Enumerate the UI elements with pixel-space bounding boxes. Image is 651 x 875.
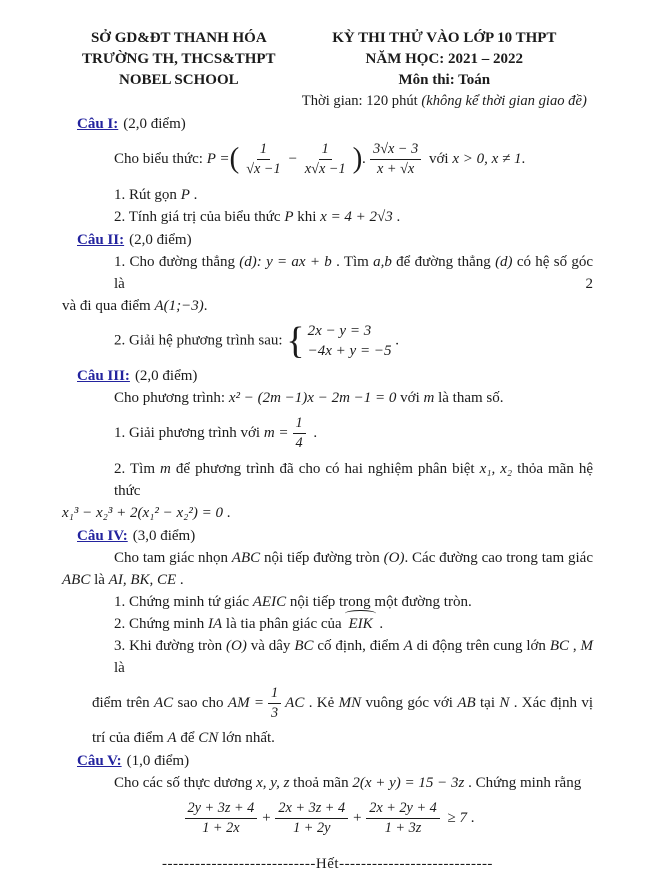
math-run: A xyxy=(167,730,177,747)
text-run: Cho các số thực dương xyxy=(114,775,257,792)
math-run: ABC xyxy=(62,571,91,588)
math-run: AC xyxy=(154,694,174,711)
text-run: . xyxy=(189,186,198,203)
text-run: 2. Giải hệ phương trình sau: xyxy=(114,332,287,349)
fraction-numerator: 1 xyxy=(293,415,306,434)
math-run: N xyxy=(499,694,510,711)
text-run: . xyxy=(392,208,401,225)
c4-item-1 xyxy=(62,591,593,613)
system-brace: { xyxy=(286,319,305,362)
fraction-numerator: 2y + 3z + 4 xyxy=(185,800,258,819)
fraction-denominator: 1 + 3z xyxy=(384,820,422,837)
math-run: 2(x + y) = 15 − 3z xyxy=(352,775,465,792)
math-run: a,b xyxy=(373,253,392,270)
section-points-5: (1,0 điểm) xyxy=(126,753,190,770)
math-run: MN xyxy=(338,694,362,711)
text-run: Cho biểu thức: xyxy=(114,150,207,167)
math-run: + xyxy=(261,810,272,827)
math-run: − xyxy=(287,150,298,167)
school-name: NOBEL SCHOOL xyxy=(119,72,239,88)
fraction-numerator: 3√x − 3 xyxy=(370,141,421,160)
duration-text: Thời gian: 120 phút xyxy=(301,93,422,109)
section-points-2: (2,0 điểm) xyxy=(129,231,192,248)
math-run: BC xyxy=(549,637,569,654)
department-name: SỞ GD&ĐT THANH HÓA xyxy=(90,30,267,46)
fraction xyxy=(293,415,306,452)
text-run: . xyxy=(176,571,184,588)
school-type: TRƯỜNG TH, THCS&THPT xyxy=(82,51,276,67)
text-run: . xyxy=(222,504,231,521)
text-run: nội tiếp trong một đường tròn. xyxy=(286,593,472,610)
text-run: cố định, điểm xyxy=(313,637,404,654)
math-run: (O) xyxy=(226,637,247,654)
text-run: trí của điểm xyxy=(92,730,168,747)
text-run: 1. Chứng minh tứ giác xyxy=(114,593,253,610)
text-run: 1. Giải phương trình với xyxy=(114,424,264,441)
math-run: + xyxy=(352,810,363,827)
text-run: để xyxy=(176,730,199,747)
text-run: là tham số. xyxy=(434,390,504,407)
text-run: 2. Tính giá trị của biểu thức xyxy=(114,208,285,225)
fraction-denominator: 1 + 2y xyxy=(293,820,331,837)
text-run: để đường thẳng xyxy=(391,253,496,270)
big-paren: ( xyxy=(229,142,240,175)
c4-intro-line-1 xyxy=(62,547,593,569)
system-equation: 2x − y = 3 xyxy=(307,322,372,339)
c5-inequality xyxy=(62,798,593,839)
math-run: AM = xyxy=(227,694,265,711)
math-run: ≥ 7 xyxy=(443,810,467,827)
fraction-denominator: 1 + 2x xyxy=(202,820,240,837)
c1-item-1 xyxy=(62,184,593,206)
math-run: P xyxy=(180,186,190,203)
c4-item-3-line-2 xyxy=(62,683,593,724)
text-run: sao cho xyxy=(173,694,228,711)
fraction-denominator: 4 xyxy=(295,434,303,451)
text-run: với xyxy=(396,390,424,407)
fraction-numerator: 1 xyxy=(268,685,281,704)
text-run: có hệ số góc là 2 xyxy=(114,253,594,292)
text-run: là xyxy=(114,659,125,676)
fraction-denominator: 3 xyxy=(271,704,279,721)
exam-duration xyxy=(296,91,593,112)
c2-item-1-line-2 xyxy=(62,295,593,317)
c4-intro-line-2 xyxy=(62,569,593,591)
c5-intro xyxy=(62,772,593,794)
text-run: nội tiếp đường tròn xyxy=(260,549,384,566)
fraction-numerator: 1 xyxy=(319,141,332,160)
c4-item-2 xyxy=(62,613,593,635)
end-of-exam-marker: ----------------------------Hết---------------------------- xyxy=(162,856,493,872)
fraction-numerator: 1 xyxy=(257,141,270,160)
section-label-5: Câu V: xyxy=(77,753,122,770)
text-run: . Xác định vị xyxy=(509,694,593,711)
math-run: A xyxy=(403,637,413,654)
text-run: khi xyxy=(293,208,321,225)
math-run: M xyxy=(580,637,593,654)
header-school-block xyxy=(62,28,296,112)
duration-note: (không kể thời gian giao đề) xyxy=(421,93,587,109)
fraction xyxy=(366,800,440,837)
text-run: . Chứng minh rằng xyxy=(464,775,582,792)
text-run: . Các đường cao trong tam giác xyxy=(404,549,593,566)
section-label-1: Câu I: xyxy=(77,116,119,132)
text-run: 3. Khi đường tròn xyxy=(114,637,227,654)
section-heading-3 xyxy=(77,365,593,387)
math-run: (d): y = ax + b xyxy=(239,253,332,270)
section-heading-1 xyxy=(77,113,593,135)
section-heading-2 xyxy=(77,229,593,251)
c4-item-3-line-1 xyxy=(62,635,593,679)
math-run: m xyxy=(423,390,435,407)
math-run: P xyxy=(284,208,294,225)
text-run: Cho phương trình: xyxy=(114,390,229,407)
math-run: (d) xyxy=(495,253,513,270)
text-run: vuông góc với xyxy=(361,694,458,711)
text-run: . xyxy=(466,810,475,827)
math-run: CN xyxy=(198,730,219,747)
text-run: . xyxy=(391,332,399,349)
system-rows xyxy=(308,321,392,362)
section-points-1: (2,0 điểm) xyxy=(123,116,186,132)
fraction-numerator: 2x + 3z + 4 xyxy=(275,800,348,819)
math-run: x² − (2m −1)x − 2m −1 = 0 xyxy=(228,390,397,407)
text-run: 2. Tìm xyxy=(114,460,161,477)
section-heading-4 xyxy=(77,525,593,547)
c3-item-1 xyxy=(62,413,593,454)
exam-title: KỲ THI THỬ VÀO LỚP 10 THPT xyxy=(332,30,557,46)
section-label-2: Câu II: xyxy=(77,231,125,248)
school-year: NĂM HỌC: 2021 – 2022 xyxy=(365,51,524,67)
c2-item-2 xyxy=(62,321,593,362)
fraction xyxy=(275,800,348,837)
text-run: là tia phân giác của xyxy=(222,615,346,632)
fraction xyxy=(185,800,258,837)
math-run: A(1;−3) xyxy=(154,297,204,314)
text-run: 2. Chứng minh xyxy=(114,615,208,632)
math-run: AC xyxy=(285,694,305,711)
fraction-denominator: x√x −1 xyxy=(304,160,346,177)
c2-item-1-line-1 xyxy=(62,251,593,295)
math-run: x, y, z xyxy=(256,775,290,792)
text-run: di động trên cung lớn xyxy=(412,637,550,654)
text-run: là xyxy=(90,571,109,588)
fraction-numerator: 2x + 2y + 4 xyxy=(366,800,440,819)
math-run: . xyxy=(362,150,367,167)
text-run: . xyxy=(521,150,526,167)
math-run: x = 4 + 2√3 xyxy=(320,208,393,225)
section-heading-5 xyxy=(77,750,593,772)
c1-expression-line xyxy=(62,139,593,180)
math-run: ABC xyxy=(231,549,261,566)
equation-system xyxy=(286,321,391,362)
fraction xyxy=(243,141,283,178)
text-run: với xyxy=(425,150,453,167)
document-header xyxy=(62,28,593,112)
fraction xyxy=(268,685,281,722)
math-run: BC xyxy=(294,637,314,654)
math-run: P = xyxy=(206,150,230,167)
section-label-4: Câu IV: xyxy=(77,527,128,544)
c4-item-3-line-3 xyxy=(62,727,593,749)
math-run: m xyxy=(160,460,171,477)
subject: Môn thi: Toán xyxy=(398,72,491,88)
text-run: . xyxy=(203,297,208,314)
angle-arc-notation: EIK xyxy=(345,613,375,635)
text-run: . Kẻ xyxy=(304,694,339,711)
text-run: và đi qua điểm xyxy=(62,297,155,314)
big-paren: ) xyxy=(352,142,363,175)
section-points-4: (3,0 điểm) xyxy=(132,527,196,544)
text-run: . Tìm xyxy=(331,253,374,270)
math-run: x₁³ − x₂³ + 2(x₁² − x₂²) = 0 xyxy=(62,504,223,521)
fraction xyxy=(302,141,349,178)
text-run: . xyxy=(375,615,384,632)
math-run: AI, BK, CE xyxy=(108,571,177,588)
c3-item-2-line-2 xyxy=(62,502,593,524)
text-run: 1. Rút gọn xyxy=(114,186,181,203)
fraction xyxy=(370,141,421,178)
text-run: Cho tam giác nhọn xyxy=(114,549,232,566)
math-run: AEIC xyxy=(252,593,287,610)
c3-item-2-line-1 xyxy=(62,458,593,502)
system-equation: −4x + y = −5 xyxy=(307,342,392,359)
text-run: . xyxy=(309,424,318,441)
section-label-3: Câu III: xyxy=(77,368,130,385)
text-run: 1. Cho đường thẳng xyxy=(114,253,240,270)
text-run: và dây xyxy=(246,637,295,654)
text-run: để phương trình đã cho có hai nghiệm phân biệt xyxy=(170,460,480,477)
math-run: (O) xyxy=(383,549,405,566)
fraction-denominator: √x −1 xyxy=(246,160,281,177)
text-run: thoả mãn xyxy=(289,775,353,792)
text-run: điểm trên xyxy=(92,694,155,711)
text-run: thỏa mãn hệ thức xyxy=(114,460,594,499)
c3-intro xyxy=(62,387,593,409)
text-run: , xyxy=(568,637,581,654)
text-run: lớn nhất. xyxy=(218,730,275,747)
text-run: tại xyxy=(475,694,500,711)
math-run: IA xyxy=(207,615,223,632)
math-run: m = xyxy=(263,424,289,441)
c1-item-2 xyxy=(62,206,593,228)
section-points-3: (2,0 điểm) xyxy=(134,368,198,385)
math-run: x > 0, x ≠ 1 xyxy=(452,150,522,167)
fraction-denominator: x + √x xyxy=(377,160,415,177)
header-exam-block xyxy=(296,28,593,112)
math-run: AB xyxy=(457,694,476,711)
math-run: x₁, x₂ xyxy=(479,460,513,477)
